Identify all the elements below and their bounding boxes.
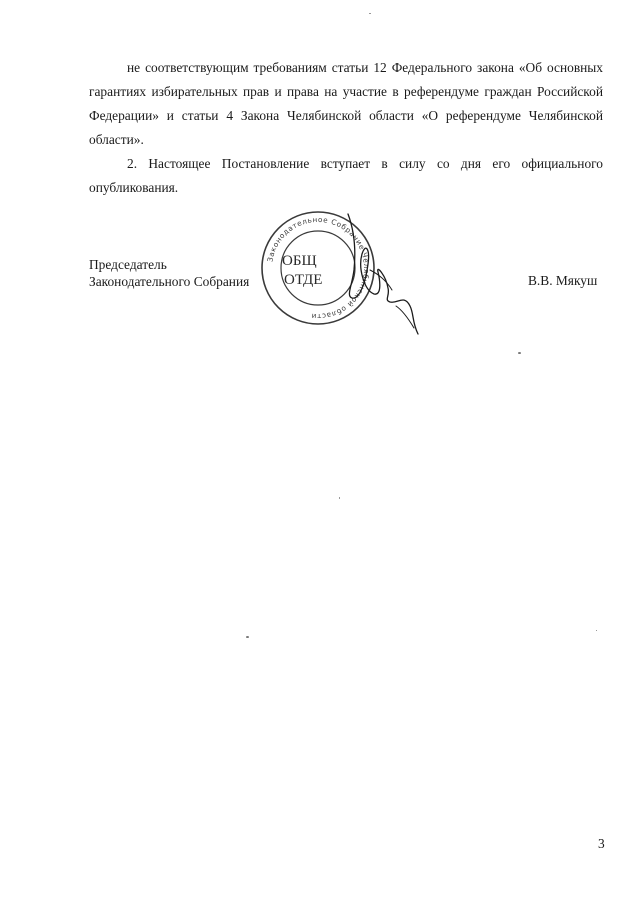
seal-center-line-2: ОТДЕ [284, 272, 323, 288]
seal-center-line-1: ОБЩ [282, 253, 317, 269]
body-paragraph-2: 2. Настоящее Постановление вступает в силу со дня его официального опубликования. [89, 156, 603, 195]
scan-speck [518, 352, 521, 354]
scan-speck [339, 497, 340, 499]
body-paragraph-1: не соответствующим требованиям статьи 12 Федерального закона «Об основных гарантиях избирательных прав и права на участие в референдуме граждан Российской Федерации» и статьи 4 Закона Челябинской области «О референдуме Челябинской области». [89, 60, 603, 147]
signatory-title-line-2: Законодательного Собрания [89, 274, 250, 289]
signatory-title [89, 256, 249, 290]
page-number: 3 [598, 836, 605, 851]
signatory-title-line-1: Председатель [89, 257, 167, 272]
seal-ring-text: Законодательное Собрание Челябинской области [265, 214, 372, 322]
scan-speck [369, 13, 371, 14]
scan-speck [246, 636, 249, 638]
scan-speck [596, 630, 597, 631]
signatory-name: В.В. Мякуш [528, 273, 598, 288]
handwritten-signature [330, 210, 430, 342]
